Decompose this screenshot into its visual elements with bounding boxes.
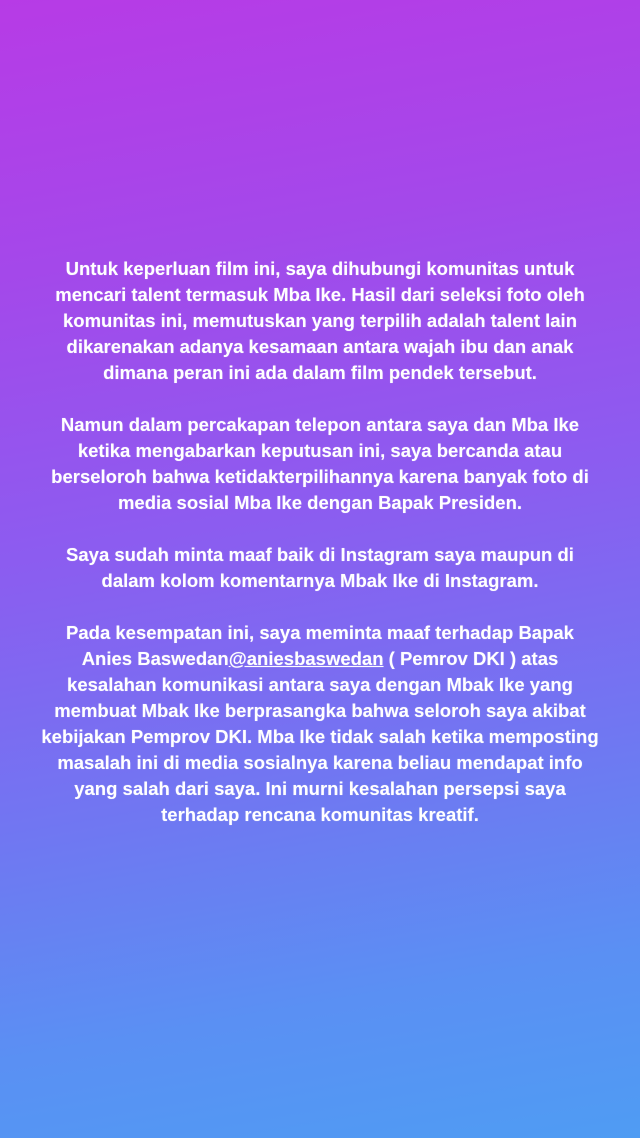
story-paragraph-3: Saya sudah minta maaf baik di Instagram saya maupun di dalam kolom komentarnya Mbak Ike di Instagram. xyxy=(66,544,574,591)
story-paragraph-1: Untuk keperluan film ini, saya dihubungi komunitas untuk mencari talent termasuk Mba Ike. Hasil dari seleksi foto oleh komunitas ini, memutuskan yang terpilih adalah talent lain dikarenakan adanya kesamaan antara wajah ibu dan anak dimana peran ini ada dalam film pendek tersebut. xyxy=(55,258,585,383)
story-paragraph-2: Namun dalam percakapan telepon antara saya dan Mba Ike ketika mengabarkan keputusan ini, saya bercanda atau berseloroh bahwa ketidakterpilihannya karena banyak foto di media sosial Mba Ike dengan Bapak Presiden. xyxy=(51,414,589,513)
paragraph-4-text-start: Pada kesempatan ini, saya meminta maaf terhadap Bapak Anies Baswedan xyxy=(66,622,574,669)
story-paragraph-4 xyxy=(40,620,600,828)
story-text-block xyxy=(40,256,600,828)
paragraph-4-text-end: ( Pemrov DKI ) atas kesalahan komunikasi antara saya dengan Mbak Ike yang membuat Mbak Ike berprasangka bahwa seloroh saya akibat kebijakan Pemprov DKI. Mba Ike tidak salah ketika memposting masalah ini di media sosialnya karena beliau mendapat info yang salah dari saya. Ini murni kesalahan persepsi saya terhadap rencana komunitas kreatif. xyxy=(41,648,599,825)
mention-link[interactable]: @aniesbaswedan xyxy=(228,648,384,669)
